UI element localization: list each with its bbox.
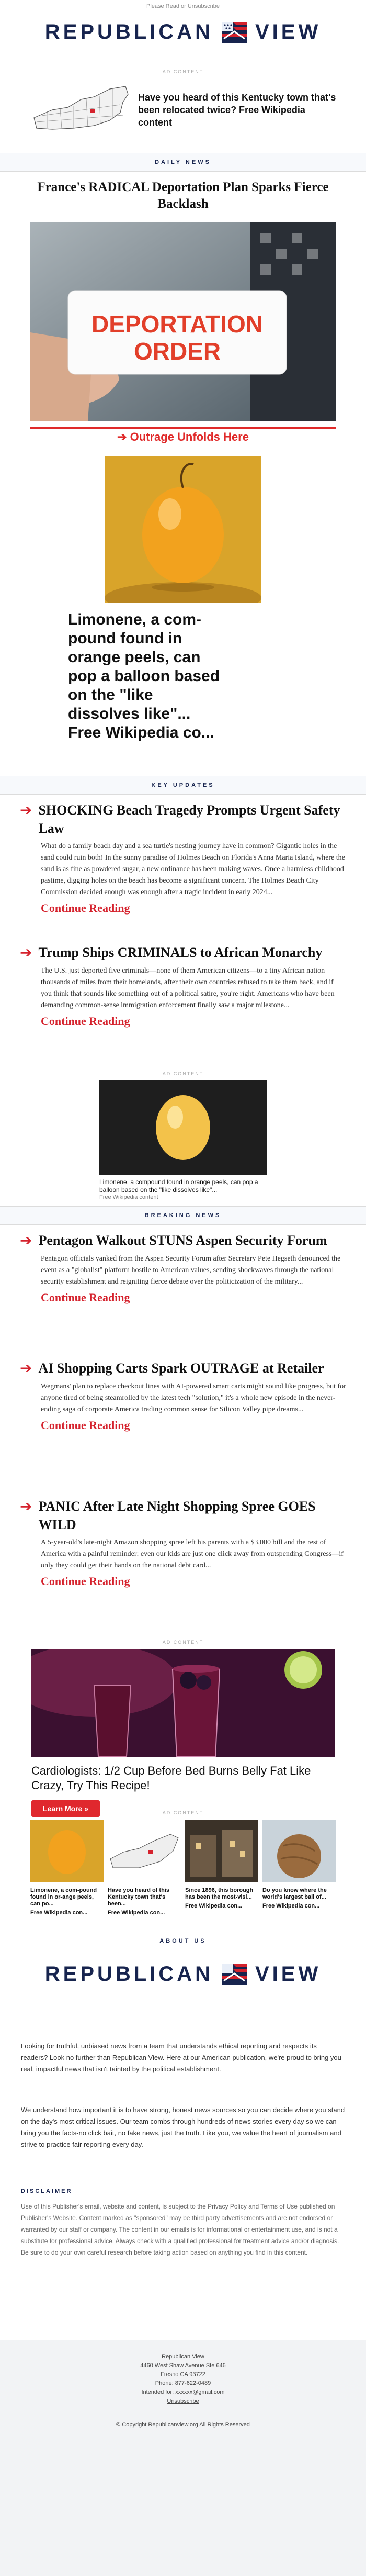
sign-line-2: ORDER [133,338,221,365]
thumb-orange-image [30,1820,104,1882]
arrow-icon: ➔ [20,802,32,818]
unsubscribe-link[interactable]: Unsubscribe [167,2398,199,2404]
balloon-illustration [105,456,261,603]
disclaimer-text: Use of this Publisher's email, website and content, is subject to the Privacy Policy and Terms of Use published on Publisher's Website. Content marked as "sponsored" may be third party advertisements and are not endorsed or warranted by our staff or company. The content in our emails is for informational or entertainment use, and is not a substitute for professional advice. Always check with a qualified professional for treatment advice and/or diagnosis. Be sure to do your own careful research before taking action based on anything you find in this content. [21,2203,339,2256]
story-title[interactable]: Pentagon Walkout STUNS Aspen Security Forum [38,1233,327,1248]
breaking-story-2[interactable] [0,1359,366,1432]
ad-label: AD CONTENT [162,1071,204,1076]
thumb-source: Free Wikipedia con... [185,1903,243,1909]
thumb-caption: Limonene, a com-pound found in or-ange peels, can po... [30,1887,97,1907]
section-breaking-news: BREAKING NEWS [0,1206,366,1225]
ad-drink[interactable] [31,1649,335,1817]
masthead[interactable] [0,16,366,48]
ad-label: AD CONTENT [162,1640,204,1645]
footer-intended: Intended for: xxxxxx@gmail.com [141,2389,225,2395]
brand-left: REPUBLICAN [44,20,213,43]
thumb-caption: Do you know where the world's largest ball of... [262,1887,327,1900]
flag-logo-icon [221,1962,248,1986]
disclaimer-header: DISCLAIMER [21,2188,73,2194]
thumb-3[interactable] [185,1820,258,1916]
story-body: Wegmans' plan to replace checkout lines with AI-powered smart carts might sound like progress, but for anyone tired of being steamrolled by the latest tech "solution," it's a whole new episode in the never-ending saga of corporate America trading common sense for Silicon Valley pipe dreams... [41,1382,346,1413]
brand-right: VIEW [255,20,322,43]
thumb-2[interactable] [108,1820,181,1916]
arrow-icon: ➔ [20,1360,32,1376]
ad-kentucky[interactable] [31,79,345,141]
deportation-hero-image[interactable] [30,222,336,421]
story-title[interactable]: Trump Ships CRIMINALS to African Monarchy [38,945,323,960]
breaking-story-3[interactable] [0,1497,366,1588]
continue-reading-link[interactable]: Continue Reading [41,1014,130,1028]
thumb-ball-image [262,1820,336,1882]
breaking-story-1[interactable] [0,1231,366,1304]
section-key-updates: KEY UPDATES [0,776,366,795]
arrow-icon: ➔ [20,1232,32,1248]
ad-label: AD CONTENT [162,69,204,74]
story-body: The U.S. just deported five criminals—none of them American citizens—to a tiny African nation thousands of miles from their homelands, after their own countries refused to take them back, and if you think that sounds like something out of a political satire, you're right. Americans who have been demanding common-sense immigration enforcement finally saw a major milestone... [41,967,335,1009]
ad-thumbs-row [30,1820,336,1916]
ad-drink-headline[interactable]: Cardiologists: 1/2 Cup Before Bed Burns Belly Fat Like Crazy, Try This Recipe! [31,1764,311,1792]
thumb-source: Free Wikipedia con... [262,1903,320,1909]
thumb-kentucky-map-image [108,1820,181,1882]
thumb-1[interactable] [30,1820,104,1916]
footer-address [0,2352,366,2406]
story-body: A 5-year-old's late-night Amazon shopping spree left his parents with a $3,000 bill and the rest of America with a painful reminder: even our kids are just one click away from outspending Congress—if only they could get their hands on the national debt card... [41,1538,344,1569]
ad-label: AD CONTENT [162,1810,204,1815]
about-paragraph-2: We understand how important it is to have strong, honest news sources so you can decide where you stand on the day's most critical issues. Our team combs through hundreds of news stories every day so we can bring you the facts-no click bait, no fake news, just the truth. Like you, we value the heart of journalism and strive to practice fair reporting every day. [21,2106,345,2148]
ad-caption[interactable]: Limonene, a compound found in orange peels, can pop a balloon based on the "like dissolves like"... [99,1178,258,1194]
footer-phone: Phone: 877-622-0489 [155,2380,211,2387]
ad-kentucky-text[interactable]: Have you heard of this Kentucky town that's been relocated twice? Free Wikipedia content [138,92,336,128]
story-body: Pentagon officials yanked from the Aspen Security Forum after Secretary Pete Hegseth denounced the event as a "globalist" platform hostile to American values, sending shockwaves through the national security establishment and reigniting fierce debate over the politicization of the military... [41,1255,341,1286]
arrow-icon: ➔ [20,1498,32,1514]
thumb-caption: Have you heard of this Kentucky town that's been... [108,1887,169,1907]
thumb-source: Free Wikipedia con... [30,1910,88,1916]
story-title[interactable]: PANIC After Late Night Shopping Spree GOES WILD [38,1499,316,1532]
footer-name: Republican View [162,2354,204,2360]
flag-logo-icon [221,20,248,44]
thumb-4[interactable] [262,1820,336,1916]
thumb-caption: Since 1896, this borough has been the most-visi... [185,1887,254,1900]
daily-headline[interactable]: France's RADICAL Deportation Plan Sparks Fierce Backlash [37,180,329,211]
limonene-promo-text[interactable]: Limonene, a com-pound found in orange peels, can pop a balloon based on the "like dissolves like"... Free Wikipedia co... [68,611,220,741]
footer-copyright: © Copyright Republicanview.org All Rights Reserved [116,2422,250,2428]
footer-address-1: 4460 West Shaw Avenue Ste 646 [140,2362,226,2369]
about-paragraph-1: Looking for truthful, unbiased news from a team that understands ethical reporting and respects its readers? Look no further than Republican View. Here at our American publication, we're proud to bring you real, impactful news that isn't tainted by the political establishment. [21,2042,341,2073]
thumb-source: Free Wikipedia con... [108,1910,165,1916]
brand-right: VIEW [255,1962,322,1986]
footer-address-2: Fresno CA 93722 [161,2371,205,2378]
ad-source: Free Wikipedia content [99,1194,158,1200]
about-logo [0,1958,366,1990]
story-body: What do a family beach day and a sea turtle's nesting journey have in common? Gigantic holes in the sand could ruin both! In the sunny paradise of Holmes Beach on Florida's Anna Maria Island, where the sand is as fine as powdered sugar, a new ordinance has been making waves. Once a harmless childhood pastime, digging holes on the beach has become a significant concern. The Holmes Beach City Commission decided enough was enough after a tragic incident in early 2024... [41,842,345,896]
continue-reading-link[interactable]: Continue Reading [41,901,130,915]
arrow-icon: ➔ [20,944,32,961]
kentucky-map-image [31,81,131,139]
learn-more-button[interactable]: Learn More » [31,1800,100,1817]
ad-limonene-mid[interactable] [99,1080,267,1200]
section-daily-news: DAILY NEWS [0,153,366,172]
continue-reading-link[interactable]: Continue Reading [41,1291,130,1304]
continue-reading-link[interactable]: Continue Reading [41,1419,130,1432]
story-title[interactable]: SHOCKING Beach Tragedy Prompts Urgent Safety Law [38,802,340,836]
ad-limonene-image [99,1080,267,1175]
continue-reading-link[interactable]: Continue Reading [41,1575,130,1588]
preheader[interactable]: Please Read or Unsubscribe [146,3,220,9]
sign-line-1: DEPORTATION [92,310,263,338]
section-about: ABOUT US [0,1932,366,1950]
outrage-link[interactable]: ➔ Outrage Unfolds Here [117,430,249,443]
ad-drink-image [31,1649,335,1757]
story-title[interactable]: AI Shopping Carts Spark OUTRAGE at Retailer [38,1361,324,1376]
brand-left: REPUBLICAN [44,1962,213,1986]
thumb-town-image [185,1820,258,1882]
key-story-1[interactable] [0,801,366,915]
key-story-2[interactable] [0,943,366,1028]
limonene-image[interactable] [105,456,261,603]
